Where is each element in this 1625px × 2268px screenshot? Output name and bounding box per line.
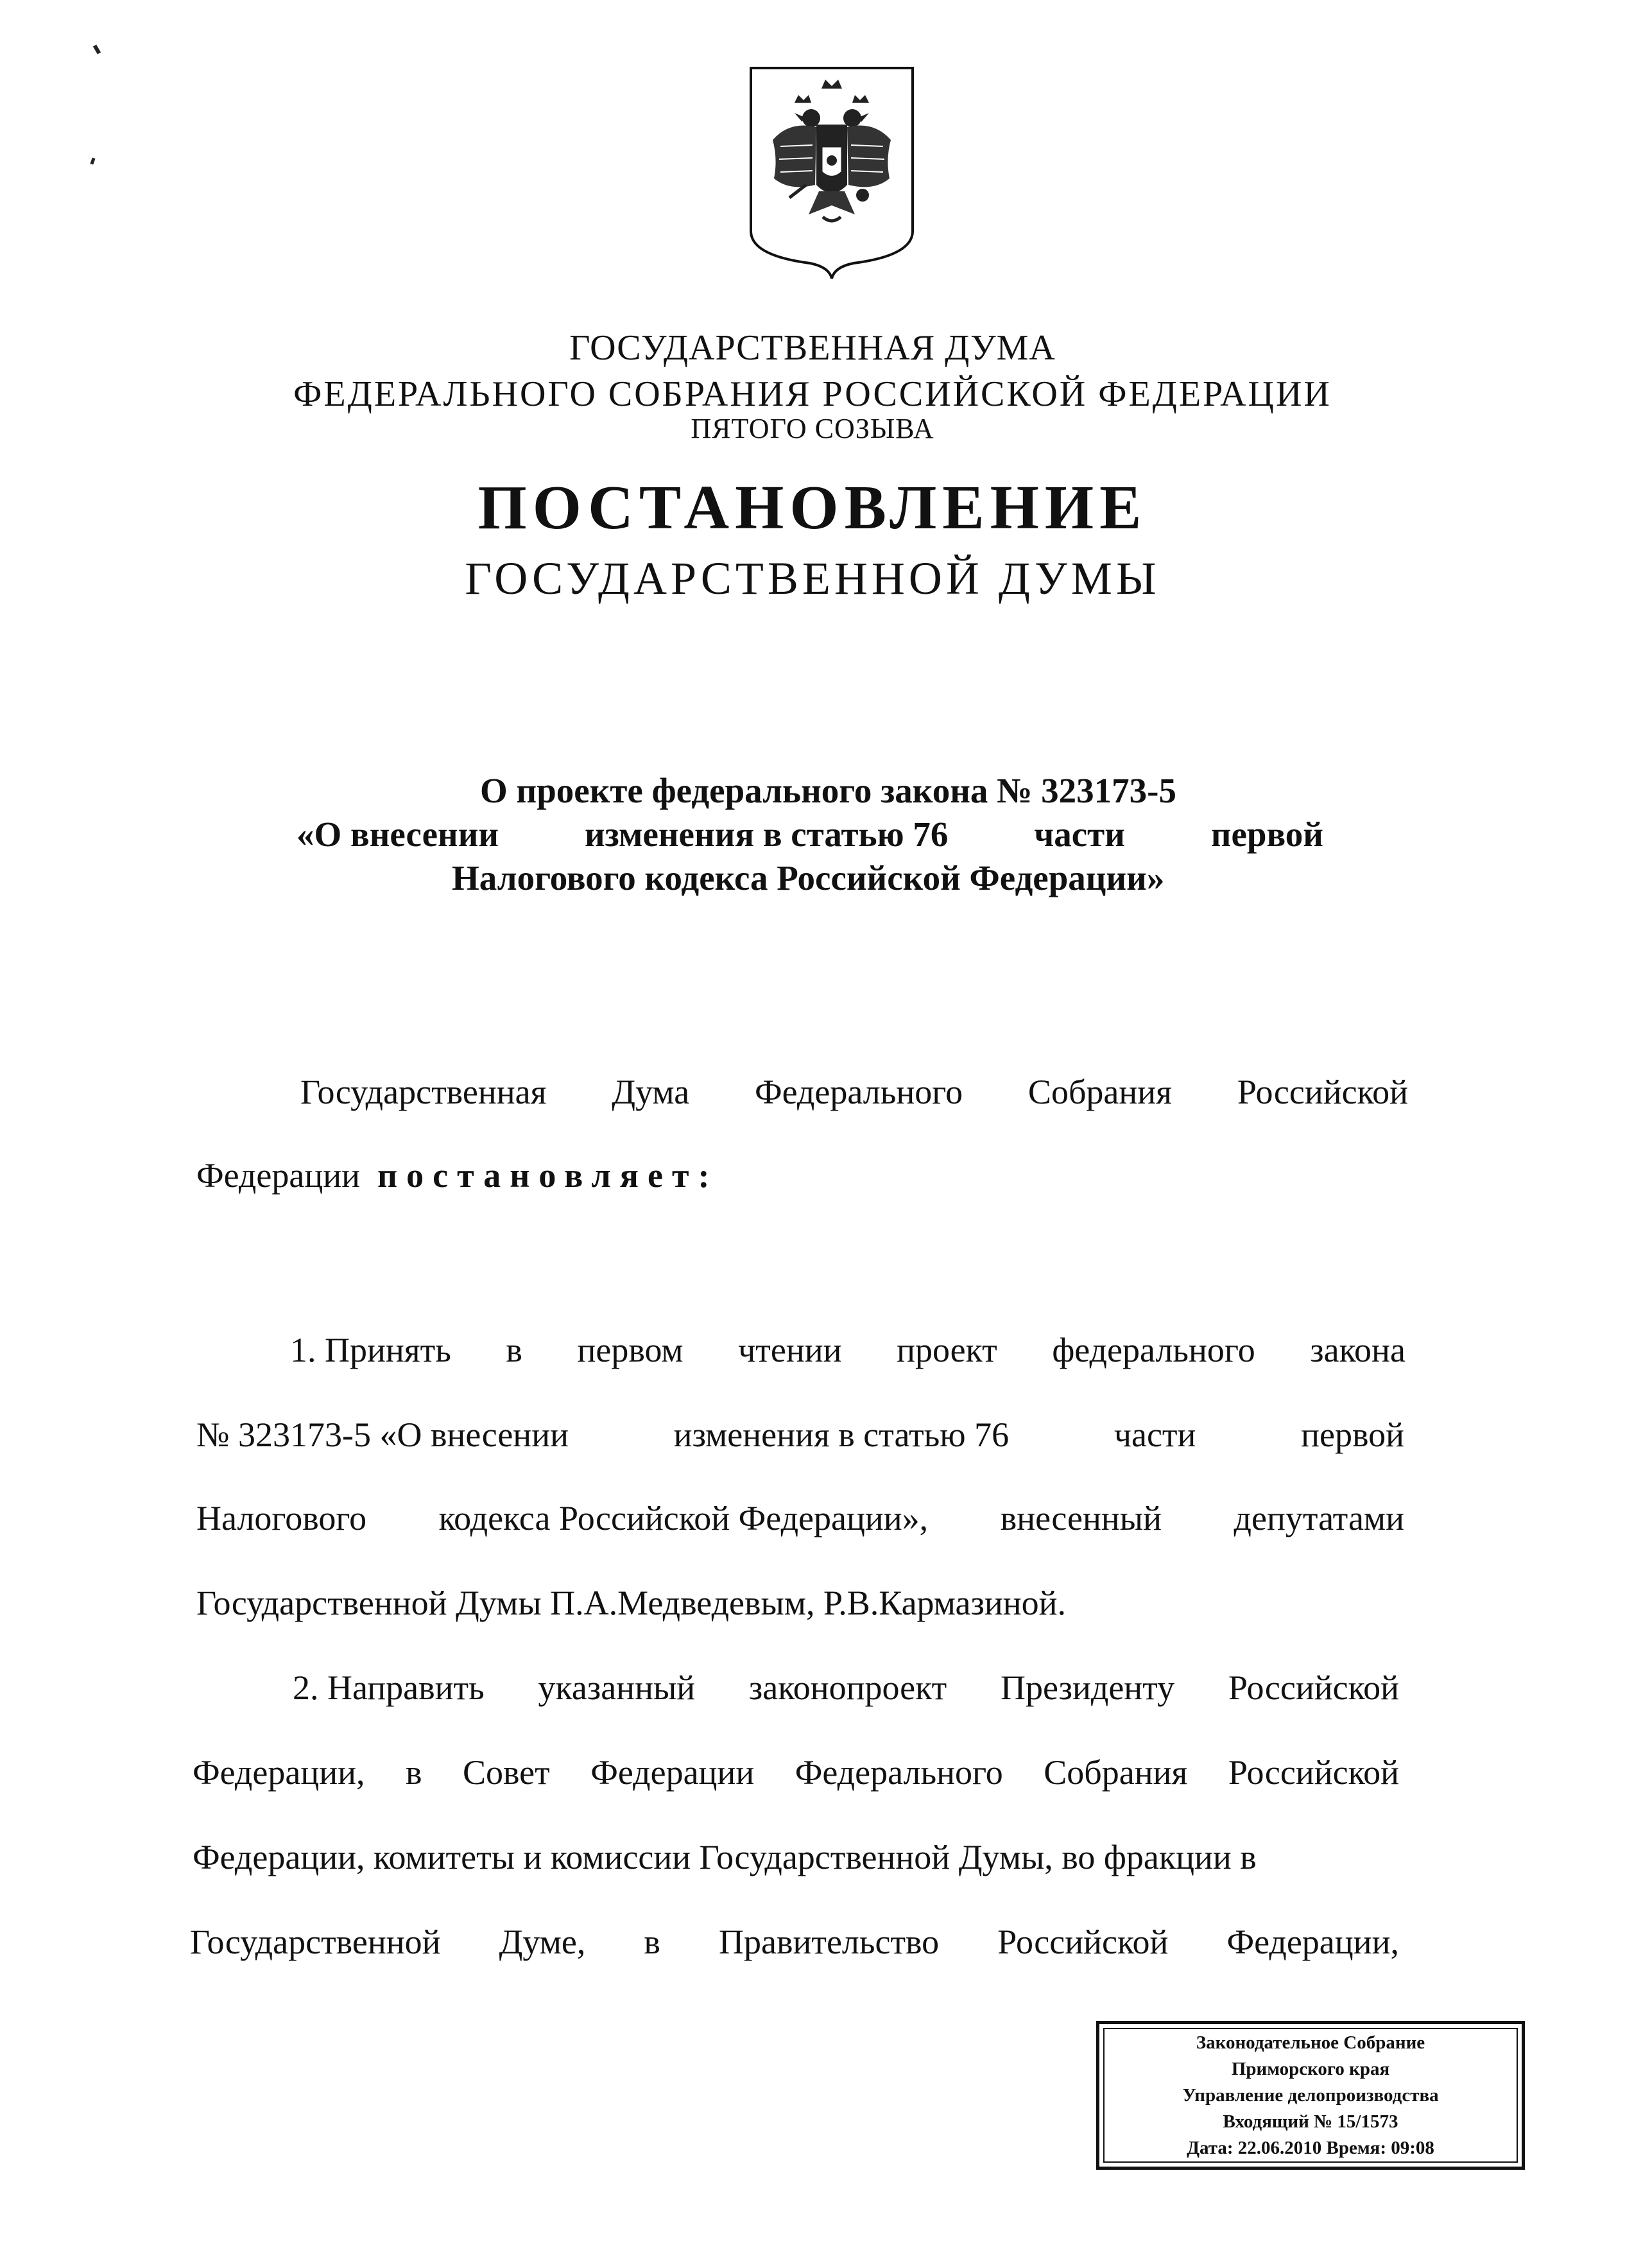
body-word: Федерации, — [1226, 1923, 1399, 1961]
body-word: внесенный — [1000, 1499, 1162, 1537]
body-word: Собрания — [1027, 1073, 1173, 1111]
body-word: части — [1113, 1415, 1196, 1454]
body-word: Президенту — [1001, 1668, 1175, 1707]
stamp-organization: Законодательное Собрание — [1196, 2032, 1425, 2053]
paragraph-2-line-3: Федерации, комитеты и комиссии Государственной Думы, во фракции в — [193, 1838, 1257, 1876]
body-word: Федерации, — [193, 1753, 365, 1792]
body-word: указанный — [538, 1668, 696, 1707]
stamp-inner-frame — [1103, 2028, 1518, 2163]
body-word: федерального — [1052, 1331, 1255, 1369]
body-word: Правительство — [718, 1923, 940, 1961]
subject-word: части — [1034, 815, 1125, 854]
body-word: в — [406, 1753, 422, 1792]
stamp-region: Приморского края — [1231, 2058, 1390, 2079]
body-word: Российской — [997, 1923, 1169, 1961]
scan-mark — [93, 44, 101, 54]
body-word: 2. Направить — [293, 1668, 485, 1707]
body-word: Федерации — [590, 1753, 755, 1792]
preamble-line-1 — [300, 1072, 1408, 1112]
stamp-incoming-number: Входящий № 15/1573 — [1223, 2111, 1398, 2132]
scan-mark — [90, 157, 95, 164]
paragraph-1-line-3 — [196, 1498, 1404, 1538]
body-word: 1. Принять — [290, 1331, 451, 1369]
paragraph-1-line-1 — [290, 1330, 1406, 1370]
body-word: Федерального — [755, 1073, 963, 1111]
body-text: Федерации — [196, 1156, 361, 1195]
subject-word: первой — [1210, 815, 1323, 854]
body-word: депутатами — [1234, 1499, 1404, 1537]
body-word: чтении — [738, 1331, 842, 1369]
body-word: Российской — [1228, 1753, 1399, 1792]
body-word: закона — [1310, 1331, 1406, 1369]
paragraph-2-line-1 — [293, 1668, 1399, 1708]
body-word: изменения в статью 76 — [673, 1415, 1010, 1454]
body-word: Совет — [462, 1753, 550, 1792]
subject-line-3: Налогового кодекса Российской Федерации» — [452, 858, 1165, 897]
paragraph-1-line-4: Государственной Думы П.А.Медведевым, Р.В.Кармазиной. — [196, 1584, 1067, 1622]
stamp-date-time: Дата: 22.06.2010 Время: 09:08 — [1187, 2137, 1434, 2158]
body-word: Российской — [1228, 1668, 1399, 1707]
body-word: Государственной — [190, 1923, 441, 1961]
decision-word: постановляет: — [377, 1156, 719, 1195]
body-word: Дума — [612, 1073, 690, 1111]
header-line-duma: ГОСУДАРСТВЕННАЯ ДУМА — [569, 328, 1056, 368]
body-word: Налогового — [196, 1499, 367, 1537]
body-word: в — [644, 1923, 660, 1961]
body-word: законопроект — [748, 1668, 947, 1707]
body-word: Государственная — [300, 1073, 547, 1111]
header-line-convocation: ПЯТОГО СОЗЫВА — [691, 413, 934, 444]
body-word: в — [506, 1331, 522, 1369]
body-word: проект — [897, 1331, 997, 1369]
subject-line-2 — [297, 814, 1323, 854]
body-word: кодекса Российской Федерации», — [438, 1499, 929, 1537]
subject-word: изменения в статью 76 — [584, 815, 949, 854]
body-word: первой — [1301, 1415, 1404, 1454]
paragraph-1-line-2 — [196, 1415, 1404, 1455]
paragraph-2-line-4 — [190, 1922, 1399, 1962]
document-subtitle: ГОСУДАРСТВЕННОЙ ДУМЫ — [465, 553, 1160, 604]
coat-of-arms-icon — [744, 63, 919, 281]
body-word: Федерального — [795, 1753, 1003, 1792]
body-word: Российской — [1237, 1073, 1408, 1111]
preamble-line-2 — [196, 1156, 719, 1195]
registration-stamp — [1096, 2021, 1525, 2170]
body-word: Думе, — [499, 1923, 586, 1961]
body-word: первом — [577, 1331, 684, 1369]
subject-word: «О внесении — [297, 815, 499, 854]
body-word: Собрания — [1044, 1753, 1188, 1792]
subject-line-1: О проекте федерального закона № 323173-5 — [480, 771, 1176, 810]
document-title: ПОСТАНОВЛЕНИЕ — [477, 473, 1148, 542]
stamp-department: Управление делопроизводства — [1182, 2084, 1439, 2106]
paragraph-2-line-2 — [193, 1753, 1399, 1792]
header-line-federal-assembly: ФЕДЕРАЛЬНОГО СОБРАНИЯ РОССИЙСКОЙ ФЕДЕРАЦИИ — [293, 374, 1332, 414]
body-word: № 323173-5 «О внесении — [196, 1415, 569, 1454]
